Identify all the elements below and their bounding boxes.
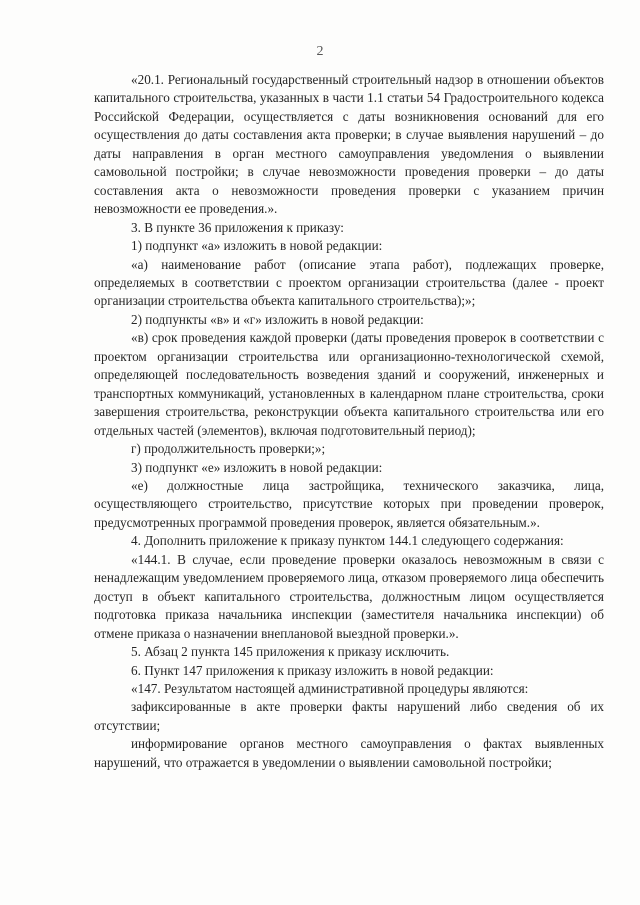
paragraph-subitem-2: 2) подпункты «в» и «г» изложить в новой редакции: bbox=[131, 311, 424, 327]
page-number: 2 bbox=[316, 44, 324, 59]
paragraph-subitem-1: 1) подпункт «а» изложить в новой редакции: bbox=[131, 238, 383, 254]
paragraph-subitem-g: г) продолжительность проверки;»; bbox=[131, 441, 326, 457]
paragraph-item-4: 4. Дополнить приложение к приказу пунктом 144.1 следующего содержания: bbox=[131, 533, 564, 549]
paragraph-subitem-a: «а) наименование работ (описание этапа работ), подлежащих проверке, определяемых в соответствии с проектом организации строительства (далее - проект организации строительства объекта капитального строительства);»; bbox=[94, 256, 604, 309]
paragraph-item-5: 5. Абзац 2 пункта 145 приложения к приказу исключить. bbox=[131, 644, 450, 660]
paragraph-item-3: 3. В пункте 36 приложения к приказу: bbox=[131, 219, 344, 235]
paragraph-147: «147. Результатом настоящей административной процедуры являются: bbox=[131, 680, 529, 696]
paragraph-subitem-e: «е) должностные лица застройщика, технического заказчика, лица, осуществляющего строительство, присутствие которых при проведении проверок, предусмотренных программой проведения проверок, является обязательным.». bbox=[94, 477, 604, 530]
paragraph-20-1: «20.1. Региональный государственный строительный надзор в отношении объектов капитального строительства, указанных в части 1.1 статьи 54 Градостроительного кодекса Российской Федерации, осуществляется с даты возникновения оснований для его осуществления до даты составления акта проверки; в случае выявления нарушений – до даты направления в орган местного самоуправления уведомления о выявлении самовольной постройки; в случае невозможности проведения проверки – до даты составления акта о невозможности проведения проверки с указанием причин невозможности ее проведения.». bbox=[94, 72, 604, 217]
paragraph-144-1: «144.1. В случае, если проведение проверки оказалось невозможным в связи с ненадлежащим уведомлением проверяемого лица, отказом проверяемого лица обеспечить доступ в объект капитального строительства, должностным лицом осуществляется подготовка приказа начальника инспекции (заместителя начальника инспекции) об отмене приказа о назначении внеплановой выездной проверки.». bbox=[94, 551, 604, 641]
paragraph-result-1: зафиксированные в акте проверки факты нарушений либо сведения об их отсутствии; bbox=[94, 699, 604, 733]
paragraph-subitem-3: 3) подпункт «е» изложить в новой редакции: bbox=[131, 459, 383, 475]
paragraph-result-2: информирование органов местного самоуправления о фактах выявленных нарушений, что отражается в уведомлении о выявлении самовольной постройки; bbox=[94, 736, 604, 770]
paragraph-subitem-v: «в) срок проведения каждой проверки (даты проведения проверок в соответствии с проектом организации строительства или организационно-технологической схемой, определяющей последовательность возведения зданий и сооружений, инженерных и транспортных коммуникаций, установленных в календарном плане строительства, сроки завершения строительства, реконструкции объекта капитального строительства или его отдельных частей (элементов), включая подготовительный период); bbox=[94, 330, 604, 438]
document-body bbox=[94, 71, 604, 772]
paragraph-item-6: 6. Пункт 147 приложения к приказу изложить в новой редакции: bbox=[131, 662, 494, 678]
